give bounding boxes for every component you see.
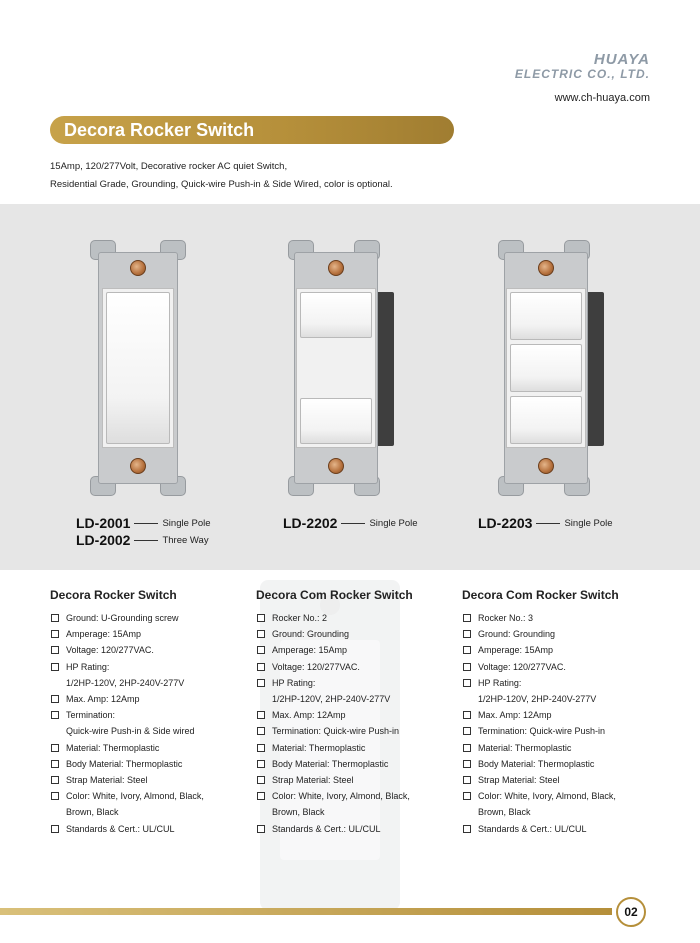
spec-item: HP Rating: — [256, 675, 456, 691]
spec-item: Standards & Cert.: UL/CUL — [50, 821, 250, 837]
spec-item: Max. Amp: 12Amp — [50, 691, 250, 707]
model-code: LD-2203 — [478, 515, 533, 531]
spec-item: Color: White, Ivory, Almond, Black, — [462, 788, 662, 804]
spec-item: Voltage: 120/277VAC. — [256, 659, 456, 675]
spec-item: Max. Amp: 12Amp — [256, 707, 456, 723]
spec-list — [50, 610, 250, 837]
mounting-screw-icon — [130, 260, 146, 276]
spec-column-title: Decora Rocker Switch — [50, 588, 177, 602]
spec-item: Standards & Cert.: UL/CUL — [256, 821, 456, 837]
spec-item: Amperage: 15Amp — [50, 626, 250, 642]
spec-item: Ground: Grounding — [256, 626, 456, 642]
spec-item: Termination: Quick-wire Push-in — [462, 723, 662, 739]
spec-item: HP Rating: — [462, 675, 662, 691]
spec-item: Material: Thermoplastic — [50, 740, 250, 756]
product-description — [50, 158, 610, 194]
rocker-paddle — [106, 292, 170, 444]
model-label — [283, 515, 418, 531]
model-dash — [536, 523, 560, 524]
spec-item-continued: 1/2HP-120V, 2HP-240V-277V — [478, 694, 597, 705]
spec-item: Body Material: Thermoplastic — [462, 756, 662, 772]
spec-column-title: Decora Com Rocker Switch — [462, 588, 619, 602]
rocker-paddle-middle — [510, 344, 582, 392]
model-type: Single Pole — [369, 517, 418, 529]
spec-item: Color: White, Ivory, Almond, Black, — [50, 788, 250, 804]
website-url[interactable]: www.ch-huaya.com — [554, 92, 650, 104]
mounting-screw-icon — [328, 260, 344, 276]
product-image-ld-2202 — [284, 236, 404, 500]
spec-item: Amperage: 15Amp — [462, 642, 662, 658]
spec-item: Ground: Grounding — [462, 626, 662, 642]
product-image-ld-2001 — [88, 236, 188, 500]
rocker-paddle-bottom — [300, 398, 372, 444]
model-type: Single Pole — [564, 517, 613, 529]
rocker-paddle-top — [510, 292, 582, 340]
spec-item: Strap Material: Steel — [50, 772, 250, 788]
model-label — [76, 515, 211, 531]
model-code: LD-2202 — [283, 515, 338, 531]
model-label — [478, 515, 613, 531]
spec-item: Body Material: Thermoplastic — [50, 756, 250, 772]
spec-item-continued: Brown, Black — [478, 807, 531, 818]
model-type: Single Pole — [162, 517, 211, 529]
product-image-ld-2203 — [494, 236, 614, 500]
spec-item-continued: 1/2HP-120V, 2HP-240V-277V — [272, 694, 391, 705]
spec-item: Material: Thermoplastic — [256, 740, 456, 756]
model-code: LD-2001 — [76, 515, 131, 531]
mounting-screw-icon — [328, 458, 344, 474]
spec-list — [256, 610, 456, 837]
company-name — [515, 52, 650, 81]
model-label — [76, 532, 209, 548]
spec-column-3 — [462, 588, 662, 837]
description-line-1: 15Amp, 120/277Volt, Decorative rocker AC quiet Switch, — [50, 161, 288, 172]
mounting-screw-icon — [130, 458, 146, 474]
spec-item: Termination: — [50, 707, 250, 723]
description-line-2: Residential Grade, Grounding, Quick-wire Push-in & Side Wired, color is optional. — [50, 179, 393, 190]
spec-item: Voltage: 120/277VAC. — [50, 642, 250, 658]
section-title-bar — [50, 116, 454, 144]
spec-item-continued: 1/2HP-120V, 2HP-240V-277V — [66, 677, 185, 688]
mounting-screw-icon — [538, 260, 554, 276]
model-dash — [134, 523, 158, 524]
model-code: LD-2002 — [76, 532, 131, 548]
rocker-paddle-top — [300, 292, 372, 338]
model-dash — [341, 523, 365, 524]
spec-item: Termination: Quick-wire Push-in — [256, 723, 456, 739]
spec-item: Rocker No.: 3 — [462, 610, 662, 626]
spec-item: Color: White, Ivory, Almond, Black, — [256, 788, 456, 804]
spec-item: Max. Amp: 12Amp — [462, 707, 662, 723]
spec-item: Rocker No.: 2 — [256, 610, 456, 626]
spec-column-1 — [50, 588, 250, 837]
company-name-line1: HUAYA — [593, 51, 650, 68]
model-type: Three Way — [162, 534, 209, 546]
spec-item: Standards & Cert.: UL/CUL — [462, 821, 662, 837]
spec-item: Voltage: 120/277VAC. — [462, 659, 662, 675]
spec-item: Strap Material: Steel — [256, 772, 456, 788]
spec-column-title: Decora Com Rocker Switch — [256, 588, 413, 602]
mounting-screw-icon — [538, 458, 554, 474]
spec-item-continued: Brown, Black — [272, 807, 325, 818]
rocker-paddle-bottom — [510, 396, 582, 444]
company-name-line2: ELECTRIC CO., LTD. — [514, 67, 650, 81]
spec-item: Ground: U-Grounding screw — [50, 610, 250, 626]
spec-column-2 — [256, 588, 456, 837]
spec-list — [462, 610, 662, 837]
spec-item-continued: Brown, Black — [66, 807, 119, 818]
spec-item: Strap Material: Steel — [462, 772, 662, 788]
page-number: 02 — [616, 897, 646, 927]
section-title: Decora Rocker Switch — [64, 120, 255, 140]
model-dash — [134, 540, 158, 541]
spec-item: HP Rating: — [50, 659, 250, 675]
spec-item-continued: Quick-wire Push-in & Side wired — [66, 726, 195, 737]
spec-item: Body Material: Thermoplastic — [256, 756, 456, 772]
footer-accent-line — [0, 908, 612, 915]
spec-item: Amperage: 15Amp — [256, 642, 456, 658]
spec-item: Material: Thermoplastic — [462, 740, 662, 756]
